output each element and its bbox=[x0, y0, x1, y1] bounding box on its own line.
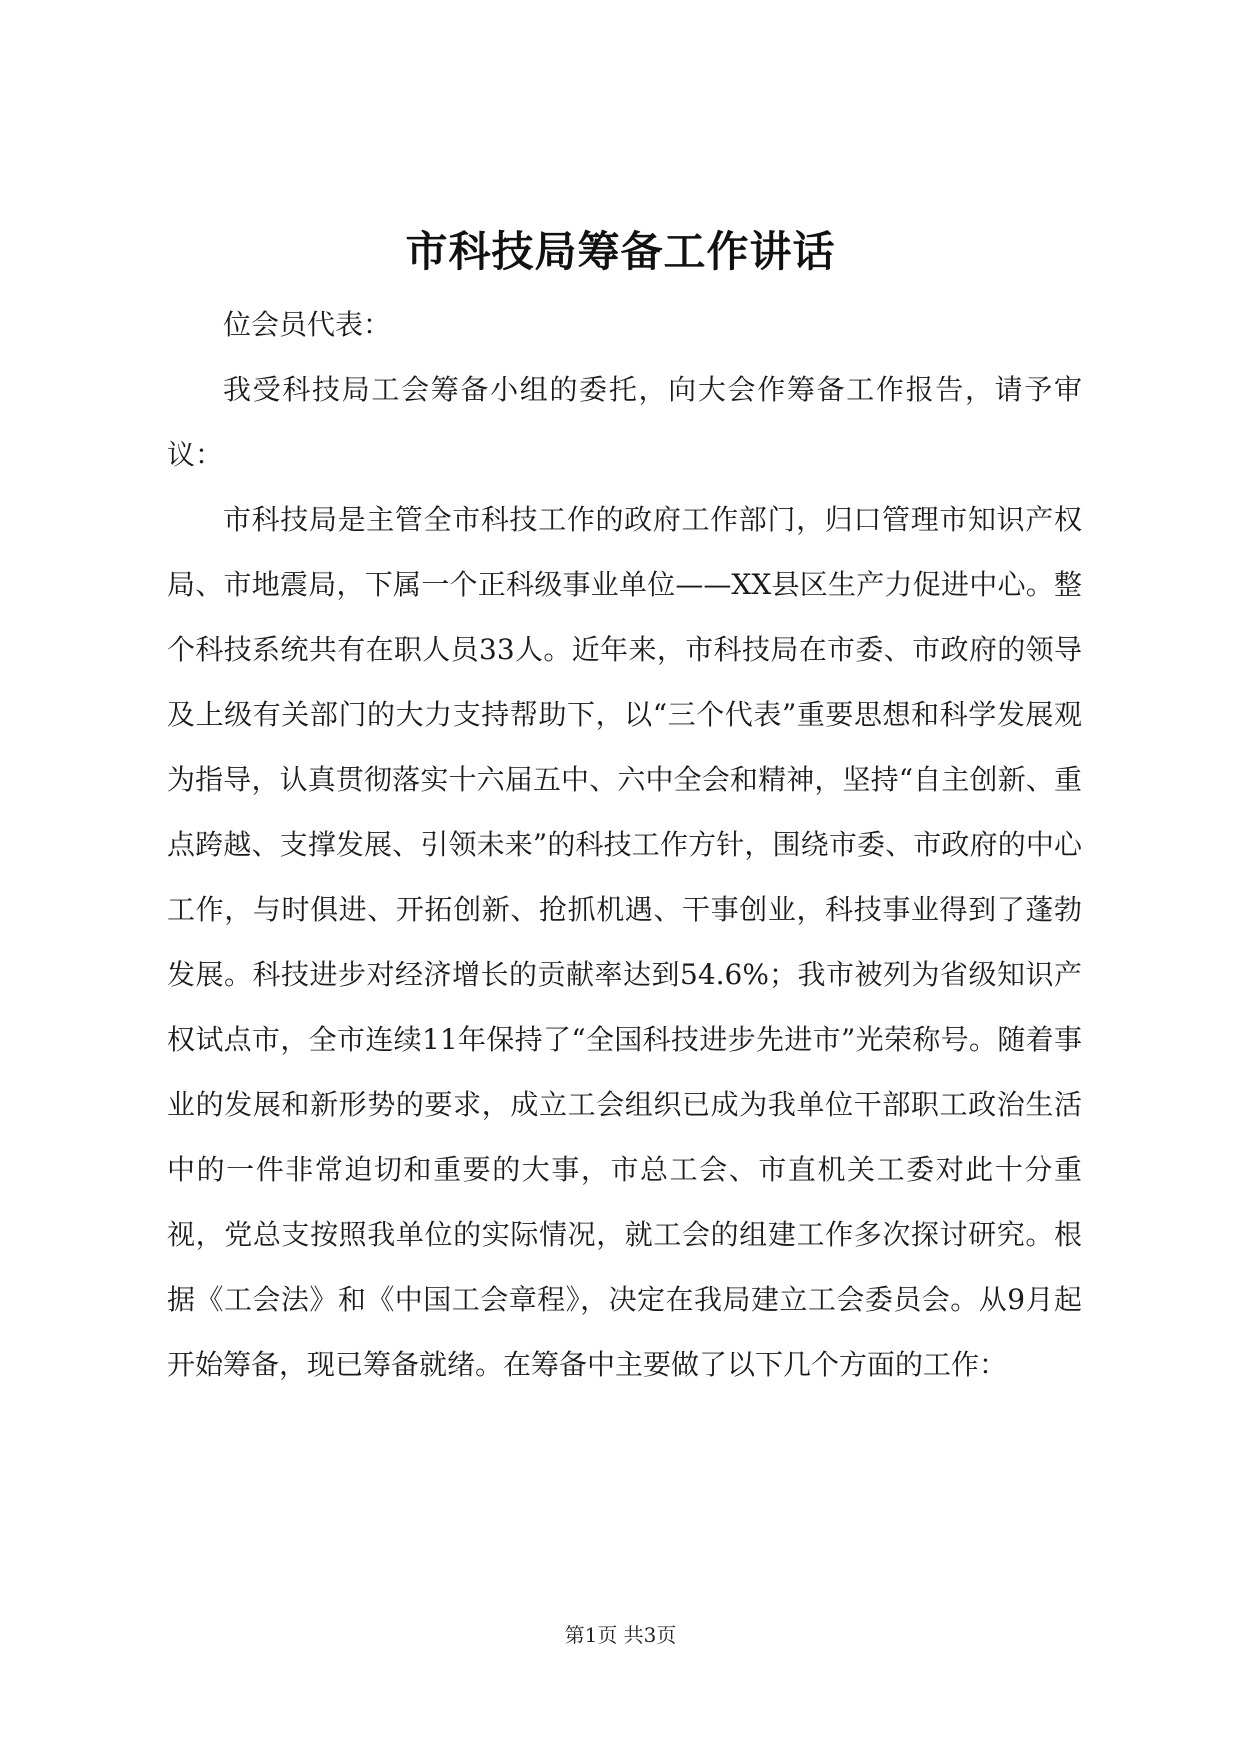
page-number-footer: 第1页 共3页 bbox=[564, 1623, 677, 1647]
document-title: 市科技局筹备工作讲话 bbox=[405, 227, 836, 276]
main-paragraph: 市科技局是主管全市科技工作的政府工作部门，归口管理市知识产权局、市地震局，下属一个正科级事业单位——XX县区生产力促进中心。整个科技系统共有在职人员33人。近年来，市科技局在市委、市政府的领导及上级有关部门的大力支持帮助下，以“三个代表”重要思想和科学发展观为指导，认真贯彻落实十六届五中、六中全会和精神，坚持“自主创新、重点跨越、支撑发展、引领未来”的科技工作方针，围绕市委、市政府的中心工作，与时俱进、开拓创新、抢抓机遇、干事创业，科技事业得到了蓬勃发展。科技进步对经济增长的贡献率达到54.6%；我市被列为省级知识产权试点市，全市连续11年保持了“全国科技进步先进市”光荣称号。随着事业的发展和新形势的要求，成立工会组织已成为我单位干部职工政治生活中的一件非常迫切和重要的大事，市总工会、市直机关工委对此十分重视，党总支按照我单位的实际情况，就工会的组建工作多次探讨研究。根据《工会法》和《中国工会章程》，决定在我局建立工会委员会。从9月起开始筹备，现已筹备就绪。在筹备中主要做了以下几个方面的工作： bbox=[167, 503, 1082, 1381]
intro-paragraph: 我受科技局工会筹备小组的委托，向大会作筹备工作报告，请予审议： bbox=[167, 373, 1082, 471]
document-body bbox=[167, 292, 1082, 1397]
salutation-paragraph: 位会员代表： bbox=[223, 308, 392, 341]
